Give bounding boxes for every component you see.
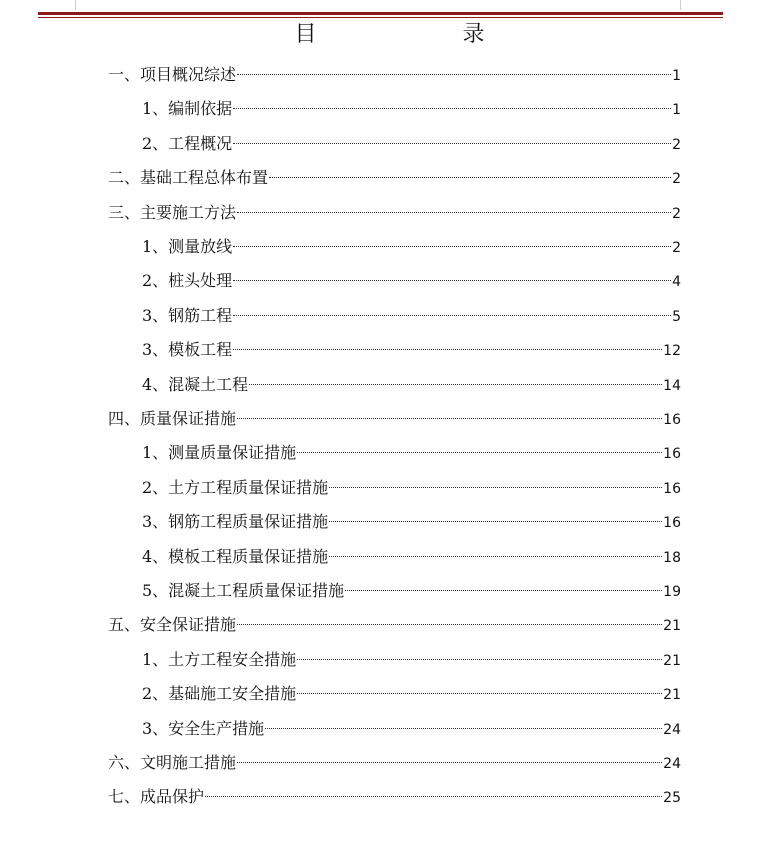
- toc-entry-page: 21: [663, 618, 681, 635]
- toc-entry[interactable]: [142, 716, 681, 742]
- toc-dot-leader: [233, 315, 671, 316]
- header-rule-thin: [38, 17, 723, 18]
- toc-entry-page: 4: [672, 274, 681, 291]
- toc-entry[interactable]: [142, 372, 681, 398]
- toc-entry[interactable]: [142, 440, 681, 466]
- toc-entry-page: 1: [672, 68, 681, 84]
- toc-entry[interactable]: [108, 612, 681, 638]
- toc-entry-page: 2: [672, 240, 681, 256]
- toc-entry-label: 六、文明施工措施: [108, 753, 237, 772]
- toc-entry-page: 25: [663, 790, 681, 807]
- toc-dot-leader: [233, 246, 671, 247]
- toc-entry[interactable]: [142, 303, 681, 329]
- toc-dot-leader: [329, 521, 662, 522]
- toc-entry[interactable]: [142, 268, 681, 294]
- toc-entry-page: 21: [663, 652, 681, 669]
- toc-dot-leader: [237, 212, 671, 213]
- toc-dot-leader: [233, 280, 671, 281]
- toc-entry-page: 2: [672, 136, 681, 153]
- toc-dot-leader: [233, 108, 671, 109]
- toc-entry-label: 1、编制依据: [142, 99, 233, 119]
- toc-entry-label: 2、桩头处理: [142, 271, 233, 291]
- toc-entry-page: 12: [663, 343, 681, 360]
- toc-entry-page: 24: [663, 756, 681, 772]
- toc-dot-leader: [297, 693, 662, 694]
- toc-entry-page: 16: [663, 446, 681, 463]
- toc-entry[interactable]: [142, 509, 681, 535]
- toc-entry-page: 18: [663, 549, 681, 566]
- toc-entry-label: 2、工程概况: [142, 133, 233, 153]
- toc-entry[interactable]: [108, 784, 681, 810]
- toc-entry-page: 2: [672, 205, 681, 222]
- toc-entry[interactable]: [108, 62, 681, 88]
- toc-entry-page: 19: [663, 584, 681, 600]
- toc-entry-label: 3、安全生产措施: [142, 718, 265, 738]
- toc-dot-leader: [297, 452, 662, 453]
- toc-entry-label: 1、测量放线: [142, 237, 233, 256]
- toc-entry[interactable]: [142, 234, 681, 260]
- toc-entry-label: 一、项目概况综述: [108, 65, 237, 84]
- toc-entry[interactable]: [142, 544, 681, 570]
- toc-entry-label: 4、混凝土工程: [142, 374, 249, 394]
- toc-dot-leader: [329, 487, 662, 488]
- toc-entry-label: 5、混凝土工程质量保证措施: [142, 581, 345, 600]
- toc-dot-leader: [237, 624, 662, 625]
- toc-entry-page: 16: [663, 480, 681, 497]
- toc-entry[interactable]: [108, 406, 681, 432]
- toc-entry-label: 2、基础施工安全措施: [142, 684, 297, 704]
- toc-entry[interactable]: [108, 165, 681, 191]
- toc-entry-label: 3、钢筋工程质量保证措施: [142, 512, 329, 532]
- toc-entry-page: 5: [672, 308, 681, 325]
- toc-entry[interactable]: [142, 131, 681, 157]
- margin-mark-left: [75, 0, 76, 10]
- toc-entry[interactable]: [142, 475, 681, 501]
- toc-entry-label: 四、质量保证措施: [108, 409, 237, 428]
- toc-entry-label: 2、土方工程质量保证措施: [142, 477, 329, 497]
- toc-entry-label: 4、模板工程质量保证措施: [142, 546, 329, 566]
- toc-dot-leader: [345, 590, 662, 591]
- toc-dot-leader: [269, 177, 671, 178]
- toc-dot-leader: [329, 556, 662, 557]
- toc-entry-label: 3、钢筋工程: [142, 305, 233, 325]
- toc-dot-leader: [233, 349, 662, 350]
- toc-dot-leader: [265, 728, 662, 729]
- toc-entry-page: 14: [663, 377, 681, 394]
- toc-dot-leader: [205, 796, 662, 797]
- toc-dot-leader: [249, 384, 662, 385]
- toc-entry-page: 24: [663, 721, 681, 738]
- toc-entry-label: 1、土方工程安全措施: [142, 649, 297, 669]
- toc-entry-page: 21: [663, 687, 681, 704]
- toc-entry[interactable]: [142, 681, 681, 707]
- toc-dot-leader: [237, 418, 662, 419]
- toc-entry-label: 二、基础工程总体布置: [108, 168, 269, 188]
- toc-entry-label: 三、主要施工方法: [108, 202, 237, 222]
- toc-entry[interactable]: [142, 647, 681, 673]
- toc-title: 目 录: [294, 22, 547, 47]
- margin-mark-right: [680, 0, 681, 10]
- toc-entry[interactable]: [108, 200, 681, 226]
- toc-entry-label: 七、成品保护: [108, 787, 205, 807]
- toc-entry-label: 1、测量质量保证措施: [142, 443, 297, 463]
- toc-entry-page: 2: [672, 171, 681, 188]
- toc-dot-leader: [237, 762, 662, 763]
- toc-entry-page: 16: [663, 515, 681, 532]
- toc-entry[interactable]: [142, 578, 681, 604]
- toc-dot-leader: [233, 143, 671, 144]
- toc-entry-page: 16: [663, 412, 681, 428]
- toc-entry[interactable]: [108, 750, 681, 776]
- toc-entry[interactable]: [142, 96, 681, 122]
- header-rule-thick: [38, 12, 723, 15]
- toc-entry[interactable]: [142, 337, 681, 363]
- toc-entry-label: 3、模板工程: [142, 340, 233, 360]
- toc-entry-page: 1: [672, 102, 681, 119]
- toc-dot-leader: [297, 659, 662, 660]
- toc-dot-leader: [237, 74, 671, 75]
- toc-entry-label: 五、安全保证措施: [108, 615, 237, 635]
